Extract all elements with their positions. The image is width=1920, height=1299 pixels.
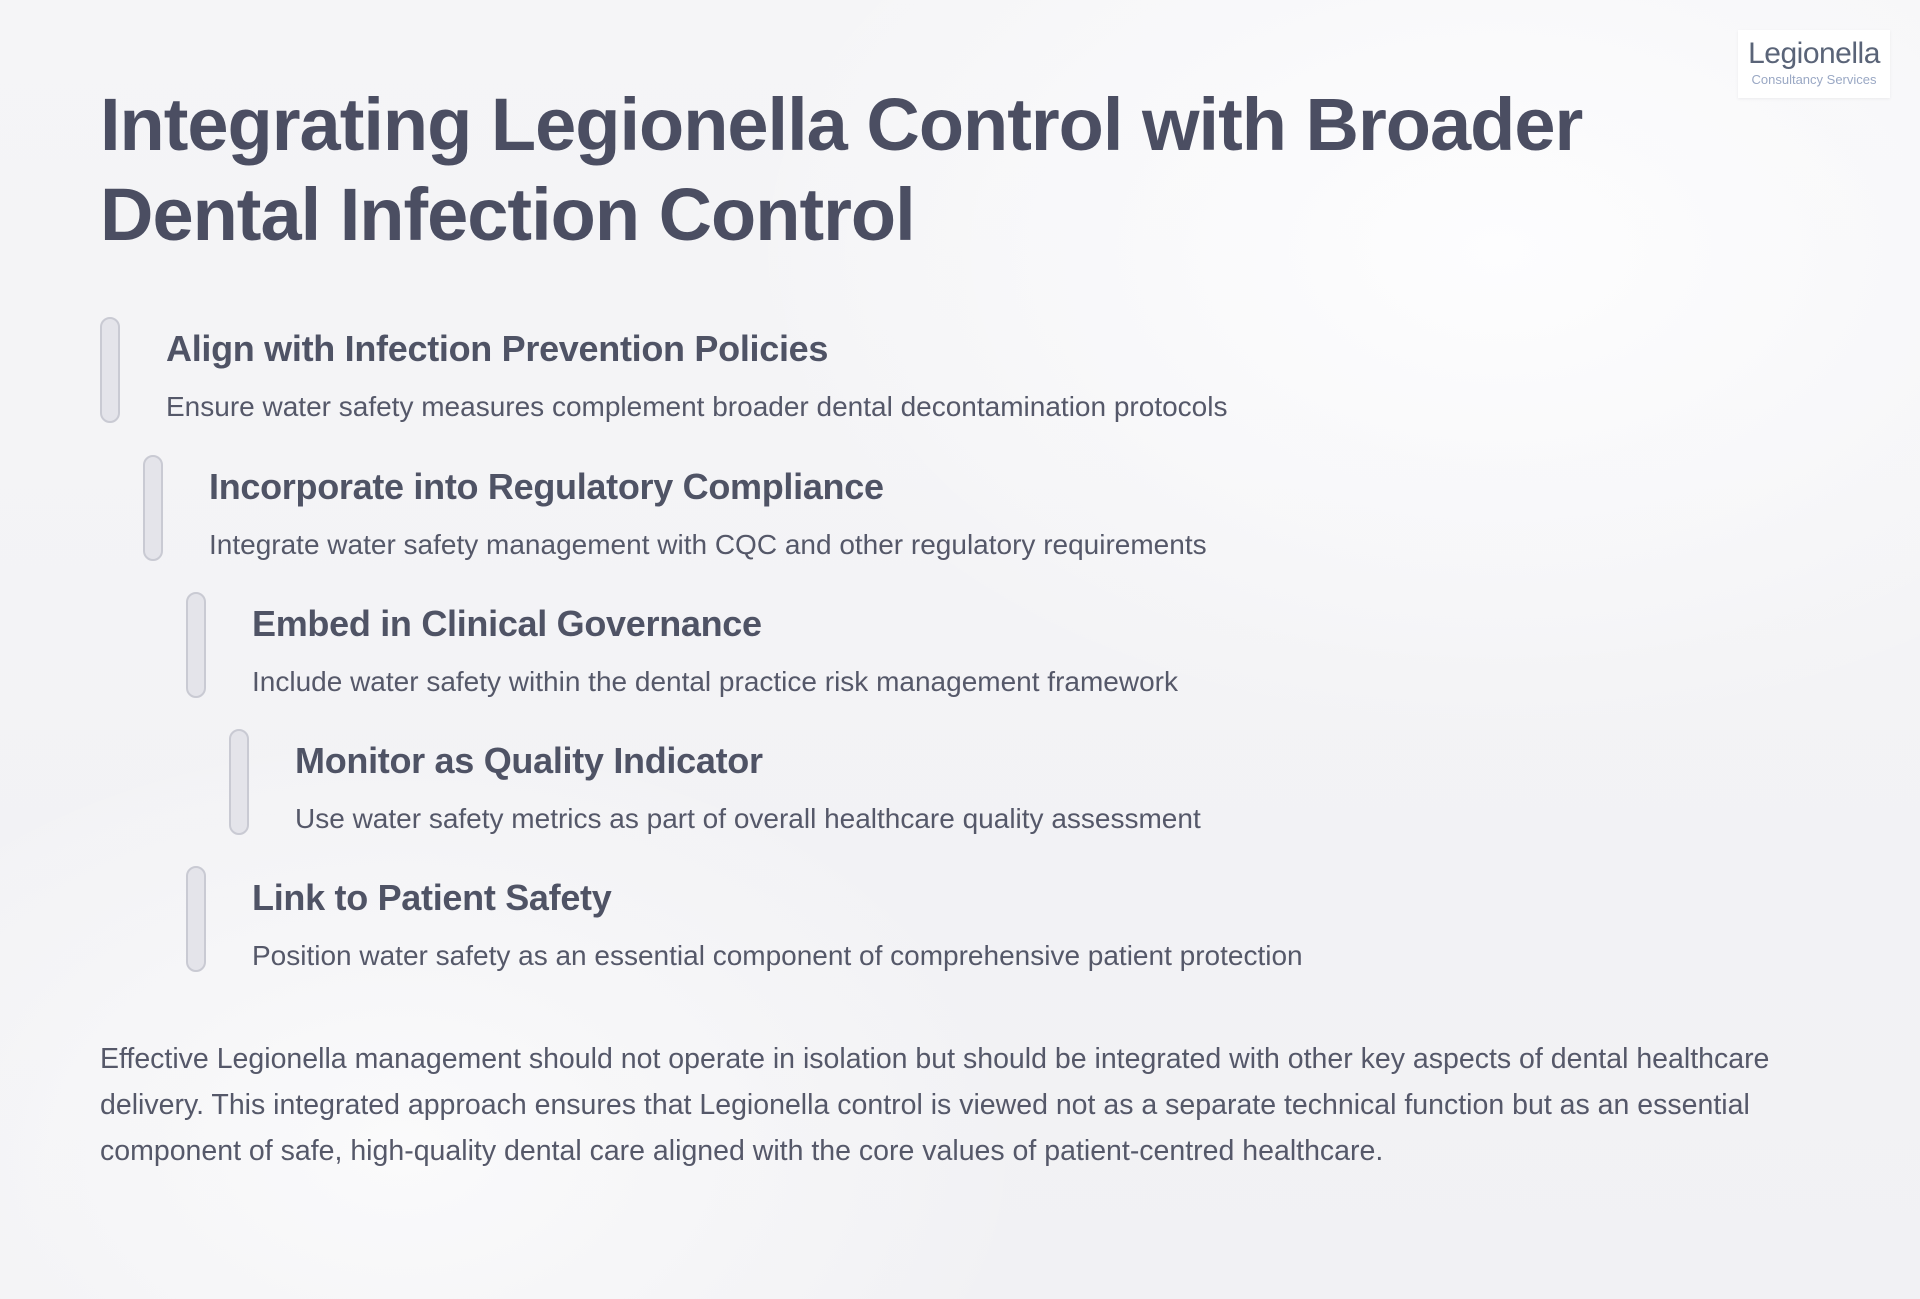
page-title: Integrating Legionella Control with Broader Dental Infection Control bbox=[100, 83, 1583, 256]
step-description: Integrate water safety management with CQC and other regulatory requirements bbox=[209, 529, 1207, 560]
step-description: Position water safety as an essential component of comprehensive patient protection bbox=[252, 940, 1303, 971]
step-marker bbox=[143, 455, 163, 561]
step-marker bbox=[186, 592, 206, 698]
step-description: Use water safety metrics as part of overall healthcare quality assessment bbox=[295, 803, 1201, 834]
logo-tagline: Consultancy Services bbox=[1751, 72, 1877, 87]
step-title: Monitor as Quality Indicator bbox=[295, 740, 763, 781]
logo-wordmark: Legionella bbox=[1748, 37, 1880, 70]
step-marker bbox=[100, 317, 120, 423]
company-logo bbox=[1738, 30, 1890, 98]
step-title: Align with Infection Prevention Policies bbox=[166, 328, 829, 369]
step-description: Include water safety within the dental practice risk management framework bbox=[252, 666, 1178, 697]
step-marker bbox=[186, 866, 206, 972]
step-title: Link to Patient Safety bbox=[252, 877, 612, 918]
step-title: Incorporate into Regulatory Compliance bbox=[209, 466, 884, 507]
step-description: Ensure water safety measures complement broader dental decontamination protocols bbox=[166, 391, 1228, 422]
step-marker bbox=[229, 729, 249, 835]
step-title: Embed in Clinical Governance bbox=[252, 603, 762, 644]
summary-paragraph: Effective Legionella management should not operate in isolation but should be integrated with other key aspects of dental healthcare delivery. This integrated approach ensures that Legionella control is viewed not as a separate technical function but as an essential component of safe, high-quality dental care aligned with the core values of patient-centred healthcare. bbox=[100, 1043, 1770, 1167]
